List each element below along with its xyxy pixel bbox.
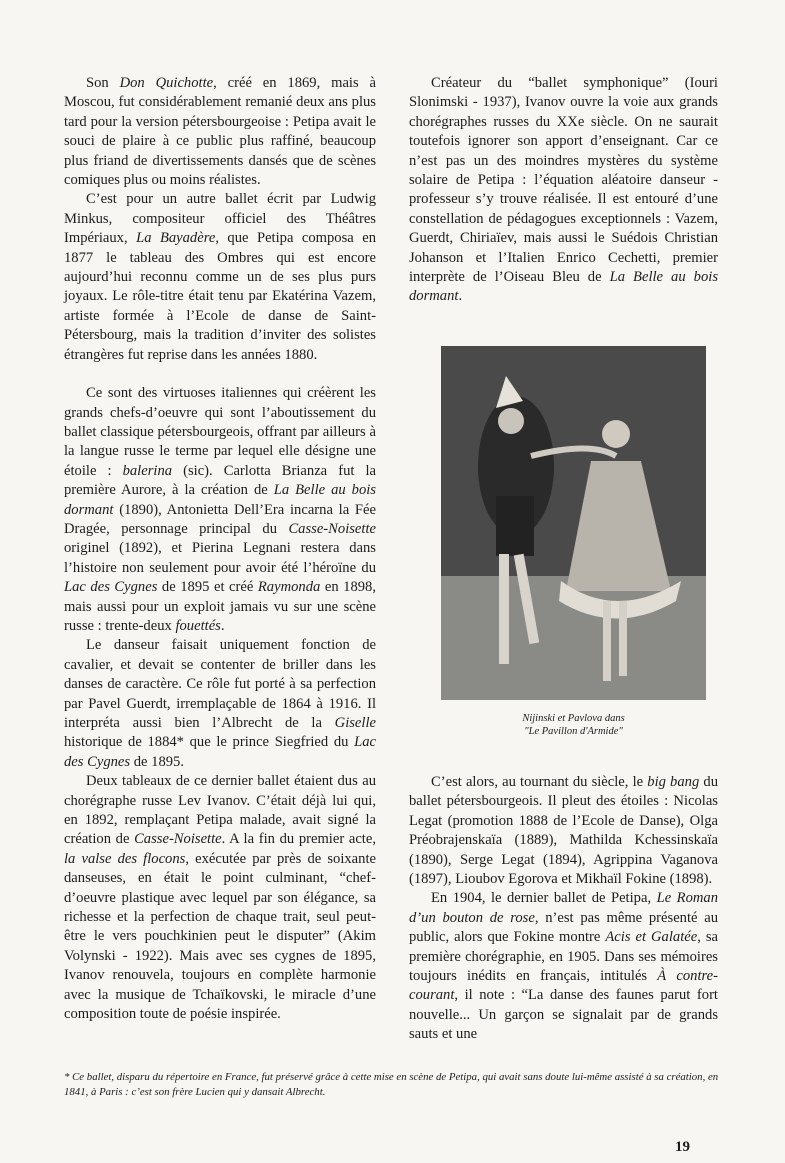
text-run: En 1904, le dernier ballet de Petipa, bbox=[431, 890, 657, 907]
italic-text: balerina bbox=[122, 462, 173, 479]
italic-text: Le Roman d’un bouton de rose bbox=[409, 890, 718, 926]
paragraph bbox=[64, 74, 376, 190]
text-run: . bbox=[220, 617, 225, 634]
text-run: Deux tableaux de ce dernier ballet étaient dus au chorégraphe russe Lev Ivanov. C’était déjà lui qui, en 1892, remplaçant Petipa malade, avait signé la création de bbox=[64, 773, 376, 848]
caption-line-1: Nijinski et Pavlova dans bbox=[522, 713, 625, 724]
page-number: 19 bbox=[675, 1139, 690, 1155]
text-run: . bbox=[458, 288, 463, 305]
photo-caption bbox=[441, 712, 706, 738]
paragraph bbox=[409, 74, 718, 307]
paragraph bbox=[64, 190, 376, 365]
paragraph bbox=[64, 384, 376, 636]
paragraph bbox=[409, 889, 718, 1044]
italic-text: La Belle au bois dormant bbox=[409, 269, 719, 305]
text-run: (sic). Carlotta Brianza fut la première Aurore, à la création de bbox=[64, 462, 376, 499]
italic-text: À contre-courant bbox=[409, 968, 718, 1004]
italic-text: Casse-Noisette bbox=[288, 520, 376, 537]
right-column-top bbox=[409, 74, 718, 307]
right-column-bottom bbox=[409, 773, 718, 1045]
paragraph bbox=[409, 773, 718, 889]
text-run: originel (1892), et Pierina Legnani restera dans l’histoire non seulement pour avoir été l’héroïne du bbox=[64, 540, 376, 576]
italic-text: Raymonda bbox=[257, 579, 321, 596]
italic-text: fouettés bbox=[175, 617, 221, 634]
text-run: de 1895 et créé bbox=[157, 579, 258, 596]
caption-line-2: "Le Pavillon d'Armide" bbox=[524, 726, 623, 737]
paragraph bbox=[64, 636, 376, 772]
text-run: en 1898, mais aussi pour un exploit jamais vu sur une scène russe : trente-deux bbox=[64, 579, 376, 634]
text-run: Son bbox=[86, 75, 120, 91]
text-run: . A la fin du premier acte, bbox=[221, 831, 376, 848]
text-run: de 1895. bbox=[130, 753, 184, 770]
italic-text: La Belle au bois dormant bbox=[64, 482, 376, 518]
text-run: historique de 1884* que le prince Siegfried du bbox=[64, 734, 355, 751]
italic-text: Lac des Cygnes bbox=[64, 734, 376, 770]
text-run: , il note : “La danse des faunes parut fort nouvelle... Un garçon se signalait par de grands sauts et une bbox=[409, 987, 718, 1043]
text-run: (1890), Antonietta Dell’Era incarna la Fée Dragée, personnage principal du bbox=[64, 501, 376, 537]
italic-text: Lac des Cygnes bbox=[64, 579, 158, 596]
paragraph bbox=[64, 772, 376, 1024]
text-run: , que Petipa composa en 1877 le tableau des Ombres qui est encore aujourd’hui reconnu comme un de ses plus purs joyaux. Le rôle-titre était tenu par Ekatérina Vazem, artiste formée à l’Ecole de danse de Saint-Pétersbourg, mais la tradition d’inviter des solistes étrangères fut reprise dans les années 1880. bbox=[64, 230, 376, 363]
left-column bbox=[64, 74, 376, 1025]
text-run: Ce sont des virtuoses italiennes qui créèrent les grands chefs-d’oeuvre qui sont l’aboutissement du ballet classique pétersbourgeois, offrant par ailleurs à la langue russe le terme par lequel elle désigne une étoile : bbox=[64, 385, 376, 479]
text-run: Le danseur faisait uniquement fonction de cavalier, et devait se contenter de briller dans les danses de caractère. Ce rôle fut porté à sa perfection par Pavel Guerdt, irremplaçable de 1864 à 1916. Il interpréta aussi bien l’Albrecht de la bbox=[64, 637, 376, 731]
text-run: , sa première chorégraphie, en 1905. Dans ses mémoires toujours inédits en français, intitulés bbox=[409, 929, 718, 985]
text-run: , exécutée par près de soixante danseuses, en était le point culminant, “chef-d’oeuvre plastique avec lequel par son élégance, sa richesse et la perfection de chaque trait, seul peut-être le vers pouchkinien peut le disputer” (Akim Volynski - 1922). Mais avec ses cygnes de 1895, Ivanov renouvela, toujours en complète harmonie avec la musique de Tchaïkovski, le miracle d’une composition toute de poésie inspirée. bbox=[64, 850, 376, 1023]
ballet-photo bbox=[441, 346, 706, 700]
italic-text: Giselle bbox=[334, 715, 376, 731]
text-run: C’est alors, au tournant du siècle, le bbox=[431, 774, 648, 790]
text-run: du ballet pétersbourgeois. Il pleut des étoiles : Nicolas Legat (promotion 1888 de l’Ecole de Danse), Olga Préobrajenskaïa (1889), Mathilda Kchessinskaïa (1890), Serge Legat (1894), Agrippina Vaganova (1897), Lioubov Egorova et Mikhaïl Fokine (1898). bbox=[409, 774, 718, 888]
text-run: C’est pour un autre ballet écrit par Ludwig Minkus, compositeur officiel des Théâtres Impériaux, bbox=[64, 191, 376, 247]
italic-text: big bang bbox=[647, 774, 700, 790]
dancers-illustration bbox=[441, 346, 706, 700]
text-run: Créateur du “ballet symphonique” (Iouri Slonimski - 1937), Ivanov ouvre la voie aux grands chorégraphes russes du XXe siècle. On ne saurait toutefois ignorer son apport d’enseignant. Car ce n’est pas un des moindres mystères du système solaire de Petipa : l’équation aléatoire danseur - professeur s’y trouve réalisée. Il est entouré d’une constellation de pédagogues exceptionnels : Vazem, Guerdt, Chiriaïev, mais aussi le Suédois Christian Johanson et l’Italien Enrico Cechetti, premier interprète de l’Oiseau Bleu de bbox=[409, 75, 718, 286]
italic-text: La Bayadère bbox=[136, 230, 216, 247]
italic-text: la valse des flocons bbox=[64, 850, 186, 867]
text-run: , créé en 1869, mais à Moscou, fut considérablement remanié deux ans plus tard pour la version pétersbourgeoise : Petipa avait le souci de plaire à ce public plus raffiné, beaucoup plus friand de divertissements dansés que de scènes comiques plus ou moins réalistes. bbox=[64, 75, 376, 189]
italic-text: Casse-Noisette bbox=[134, 831, 222, 848]
text-run: , n’est pas même présenté au public, alors que Fokine montre bbox=[409, 909, 718, 946]
italic-text: Don Quichotte bbox=[119, 75, 214, 91]
footnote: * Ce ballet, disparu du répertoire en France, fut préservé grâce à cette mise en scène de Petipa, qui avait sans doute lui-même assisté à sa création, en 1841, à Paris : c’est son frère Lucien qui y dansait Albrecht. bbox=[64, 1071, 719, 1098]
italic-text: Acis et Galatée bbox=[605, 929, 698, 946]
